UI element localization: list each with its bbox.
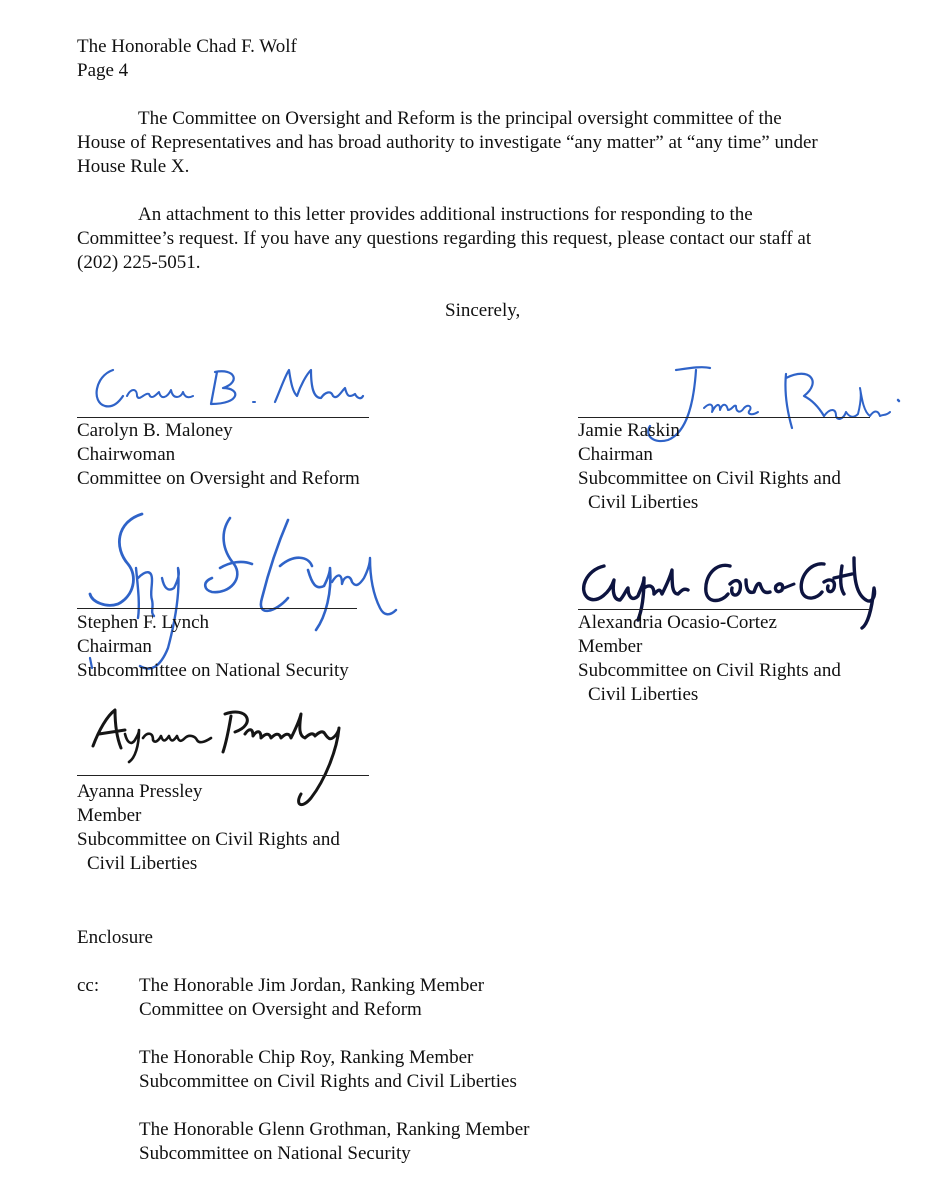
signature-line (578, 417, 870, 418)
signatory-ocasio-cortez (578, 611, 841, 707)
signatory-name: Ayanna Pressley (77, 781, 203, 802)
signatory-committee: Civil Liberties (588, 684, 699, 705)
paragraph-line: Committee’s request. If you have any questions regarding this request, please contact our staff at (77, 228, 812, 249)
signatory-raskin (578, 419, 841, 515)
signature-line (77, 775, 369, 776)
signatory-pressley (77, 780, 340, 876)
cc-recipient (139, 1118, 529, 1166)
signatory-title: Chairwoman (77, 444, 176, 465)
signatory-committee: Subcommittee on Civil Rights and (578, 660, 841, 681)
signatory-committee: Committee on Oversight and Reform (77, 468, 360, 489)
signatory-name: Jamie Raskin (578, 420, 680, 441)
paragraph-2 (77, 203, 811, 275)
signatory-committee: Civil Liberties (87, 853, 198, 874)
cc-recipient-name: The Honorable Chip Roy, Ranking Member (139, 1047, 474, 1068)
cc-label: cc: (77, 975, 100, 996)
letter-header (77, 35, 297, 83)
signatory-name: Stephen F. Lynch (77, 612, 209, 633)
cc-recipient-committee: Committee on Oversight and Reform (139, 999, 422, 1020)
cc-recipient-name: The Honorable Glenn Grothman, Ranking Member (139, 1119, 530, 1140)
cc-recipient-committee: Subcommittee on National Security (139, 1143, 411, 1164)
addressee: The Honorable Chad F. Wolf (77, 36, 297, 57)
signatory-committee: Civil Liberties (588, 492, 699, 513)
cc-recipient (139, 974, 484, 1022)
signatory-title: Member (77, 805, 142, 826)
paragraph-1 (77, 107, 818, 179)
paragraph-line: House Rule X. (77, 156, 190, 177)
signatory-title: Chairman (578, 444, 653, 465)
cc-recipient-committee: Subcommittee on Civil Rights and Civil Liberties (139, 1071, 517, 1092)
paragraph-line: House of Representatives and has broad authority to investigate “any matter” at “any time” under (77, 132, 818, 153)
signatory-name: Alexandria Ocasio-Cortez (578, 612, 777, 633)
signatory-committee: Subcommittee on Civil Rights and (77, 829, 340, 850)
closing: Sincerely, (445, 300, 521, 321)
signatory-committee: Subcommittee on Civil Rights and (578, 468, 841, 489)
signatory-title: Chairman (77, 636, 152, 657)
signatory-maloney (77, 419, 360, 491)
cc-recipient (139, 1046, 517, 1094)
signatory-title: Member (578, 636, 643, 657)
paragraph-line: The Committee on Oversight and Reform is the principal oversight committee of the (138, 108, 782, 129)
signature-line (77, 417, 369, 418)
paragraph-line: (202) 225-5051. (77, 252, 201, 273)
signatory-lynch (77, 611, 349, 683)
enclosure-label: Enclosure (77, 927, 153, 948)
cc-recipient-name: The Honorable Jim Jordan, Ranking Member (139, 975, 485, 996)
page-number: Page 4 (77, 60, 129, 81)
signatory-name: Carolyn B. Maloney (77, 420, 233, 441)
signatory-committee: Subcommittee on National Security (77, 660, 349, 681)
paragraph-line: An attachment to this letter provides additional instructions for responding to the (138, 204, 753, 225)
signature-maloney (85, 358, 375, 418)
signature-line (578, 609, 870, 610)
signature-line (77, 608, 357, 609)
